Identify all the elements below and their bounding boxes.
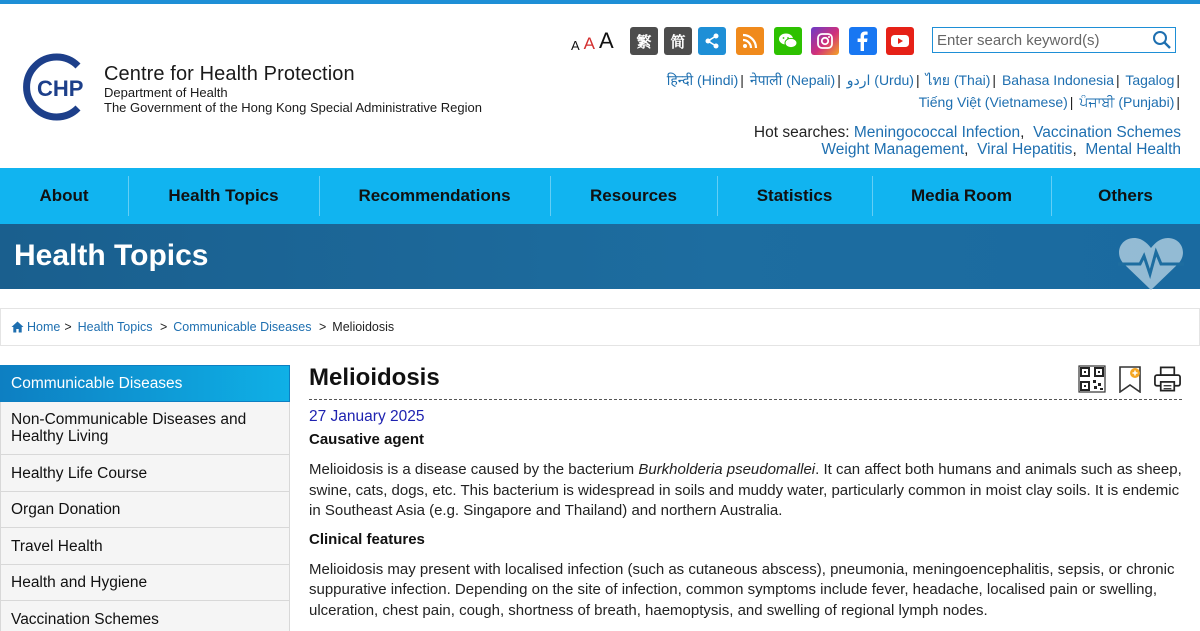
org-title: Centre for Health Protection <box>104 63 355 85</box>
lang-thai[interactable]: ไทย (Thai) <box>925 72 991 88</box>
section-banner <box>0 224 1200 289</box>
rss-icon[interactable] <box>736 27 764 55</box>
youtube-icon[interactable] <box>886 27 914 55</box>
hot-searches: Hot searches: Meningococcal Infection, Vaccination Schemes Weight Management, Viral Hepatitis, Mental Health <box>753 124 1181 158</box>
chp-logo[interactable] <box>20 52 90 122</box>
facebook-icon[interactable] <box>849 27 877 55</box>
search-box <box>932 27 1176 53</box>
share-icon[interactable] <box>698 27 726 55</box>
breadcrumb-home[interactable]: Home <box>27 320 61 334</box>
nav-media-room[interactable]: Media Room <box>872 168 1051 224</box>
nav-about[interactable]: About <box>39 186 89 205</box>
hot-search-link[interactable]: Vaccination Schemes <box>1033 124 1181 141</box>
logo-letters: CHP <box>37 76 84 101</box>
section-heading-clinical: Clinical features <box>309 530 425 548</box>
nav-recommendations[interactable]: Recommendations <box>319 168 550 224</box>
section-heading-causative: Causative agent <box>309 431 425 448</box>
page-title: Melioidosis <box>309 362 1182 400</box>
sidebar-item-health-hygiene[interactable]: Health and Hygiene <box>0 565 290 601</box>
search-icon[interactable] <box>1149 28 1175 52</box>
wechat-icon[interactable] <box>774 27 802 55</box>
sidebar <box>0 365 290 631</box>
bookmark-icon[interactable] <box>1115 364 1144 393</box>
hot-search-link[interactable]: Mental Health <box>1085 141 1181 158</box>
sidebar-item-non-communicable-diseases[interactable]: Non-Communicable Diseases and Healthy Living <box>0 402 290 455</box>
print-icon[interactable] <box>1153 364 1182 393</box>
lang-vietnamese[interactable]: Tiếng Việt (Vietnamese) <box>918 94 1068 110</box>
breadcrumb-health-topics[interactable]: Health Topics <box>77 320 153 334</box>
paragraph-text: Melioidosis is a disease caused by the bacterium <box>309 461 639 478</box>
hot-search-link[interactable]: Weight Management <box>821 141 965 158</box>
nav-resources[interactable]: Resources <box>550 168 717 224</box>
sidebar-item-healthy-life-course[interactable]: Healthy Life Course <box>0 455 290 492</box>
paragraph-causative <box>309 460 1182 522</box>
sidebar-item-vaccination-schemes[interactable]: Vaccination Schemes <box>0 601 290 631</box>
lang-hindi[interactable]: हिन्दी (Hindi) <box>666 72 739 88</box>
hot-search-link[interactable]: Viral Hepatitis <box>977 141 1073 158</box>
govt-name: The Government of the Hong Kong Special Administrative Region <box>104 100 482 115</box>
sidebar-item-travel-health[interactable]: Travel Health <box>0 528 290 565</box>
publish-date: 27 January 2025 <box>309 408 425 425</box>
nav-statistics[interactable]: Statistics <box>717 168 872 224</box>
breadcrumb: Home > Health Topics > Communicable Diseases > Melioidosis <box>0 308 1200 346</box>
font-large-button[interactable]: A <box>599 28 614 53</box>
language-links: हिन्दी (Hindi) | नेपाली (Nepali) | اردو (Urdu) | ไทย (Thai) | Bahasa Indonesia | Tagalog | Tiếng Việt (Vietnamese) | ਪੰਜਾਬੀ (Punjabi) | <box>666 72 1180 110</box>
lang-nepali[interactable]: नेपाली (Nepali) <box>749 72 836 88</box>
hot-search-link[interactable]: Meningococcal Infection <box>853 124 1021 141</box>
traditional-chinese-button[interactable]: 繁 <box>630 27 658 55</box>
simplified-chinese-button[interactable]: 简 <box>664 27 692 55</box>
font-small-button[interactable]: A <box>571 38 580 53</box>
dept-name: Department of Health <box>104 85 228 100</box>
lang-indonesian[interactable]: Bahasa Indonesia <box>1001 72 1115 88</box>
top-accent-bar <box>0 0 1200 4</box>
nav-others[interactable]: Others <box>1051 168 1200 224</box>
paragraph-text: . It can affect both humans and animals such as sheep, swine, cats, dogs, etc. This bacterium is widespread in soils and muddy water, particularly common in moist clay soils. It is endemic in Southeast Asia (e.g. Singapore and Thailand) and northern Australia. <box>309 461 1182 519</box>
bacterium-name: Burkholderia pseudomallei <box>638 461 816 478</box>
font-medium-button[interactable]: A <box>583 34 596 53</box>
org-name-block[interactable] <box>104 63 482 115</box>
search-input[interactable] <box>933 28 1149 52</box>
font-size-controls <box>571 30 614 52</box>
lang-punjabi[interactable]: ਪੰਜਾਬੀ (Punjabi) <box>1079 94 1175 110</box>
nav-health-topics[interactable]: Health Topics <box>128 168 319 224</box>
paragraph-clinical: Melioidosis may present with localised infection (such as cutaneous abscess), pneumonia, meningoencephalitis, sepsis, or chronic suppurative infection. Depending on the site of infection, common symptoms include fever, headache, localised pain or swelling, ulceration, chest pain, cough, shortness of breath, haemoptysis, and swelling of regional lymph nodes. <box>309 560 1175 619</box>
heartbeat-icon <box>1116 234 1186 292</box>
qr-code-icon[interactable] <box>1077 364 1106 393</box>
instagram-icon[interactable] <box>811 27 839 55</box>
breadcrumb-communicable-diseases[interactable]: Communicable Diseases <box>173 320 312 334</box>
banner-title: Health Topics <box>14 239 209 272</box>
hot-searches-label: Hot searches: <box>753 124 850 141</box>
home-icon[interactable] <box>11 321 24 333</box>
main-content <box>309 362 1182 621</box>
content-tools <box>1077 364 1182 393</box>
sidebar-item-communicable-diseases[interactable]: Communicable Diseases <box>0 365 290 402</box>
main-nav <box>0 168 1200 224</box>
sidebar-item-organ-donation[interactable]: Organ Donation <box>0 492 290 528</box>
lang-urdu[interactable]: اردو (Urdu) <box>846 72 914 88</box>
lang-tagalog[interactable]: Tagalog <box>1125 72 1175 88</box>
breadcrumb-current: Melioidosis <box>332 320 395 334</box>
